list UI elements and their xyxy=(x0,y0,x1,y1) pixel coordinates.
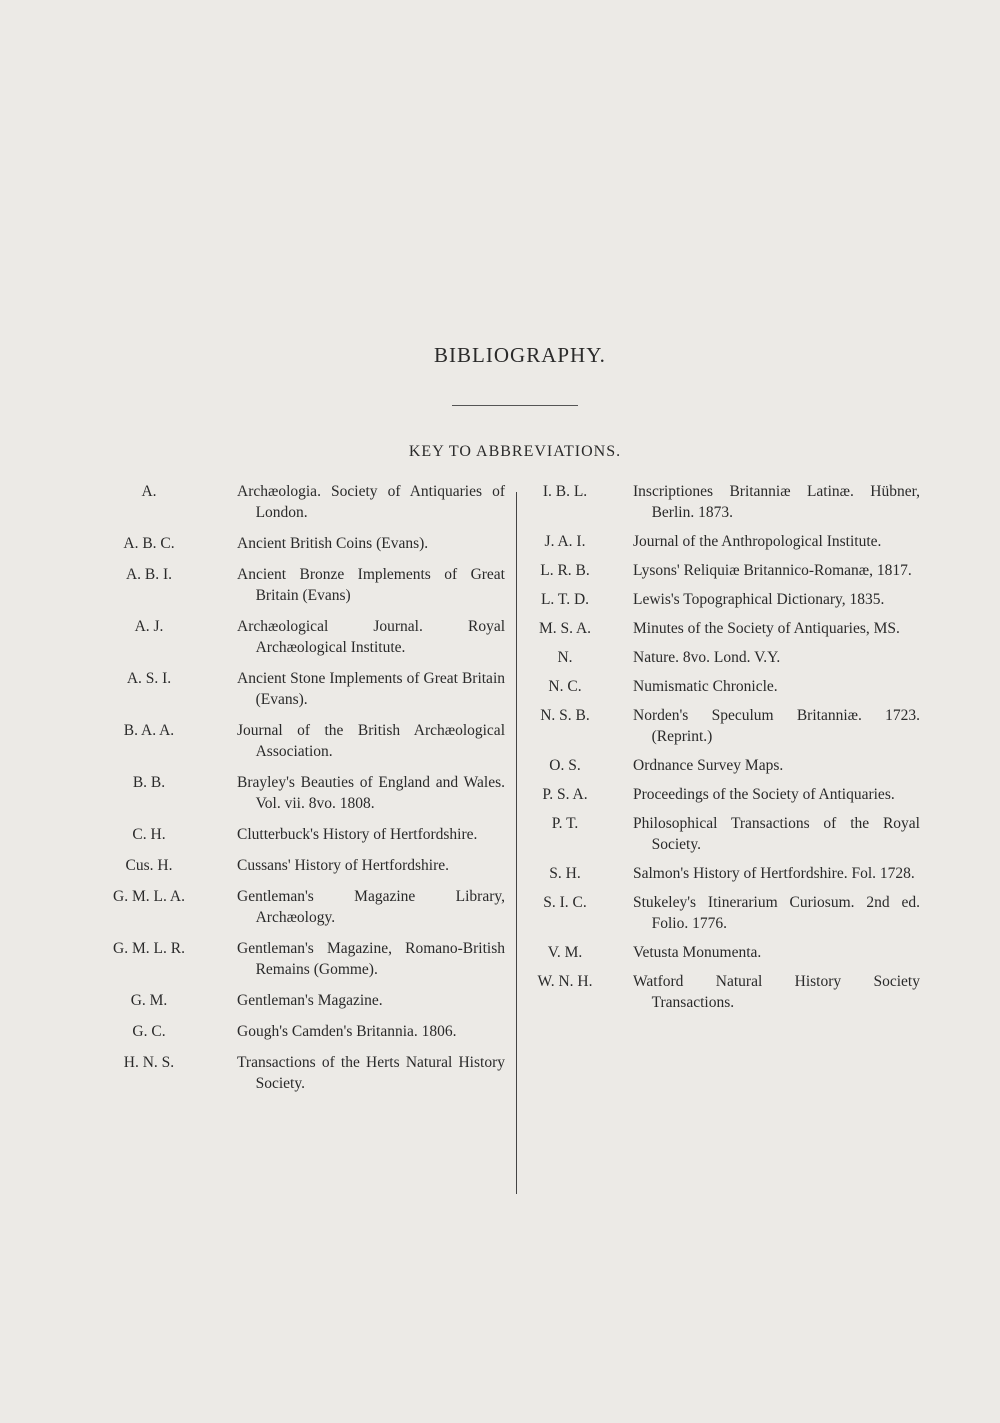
abbreviation-entry xyxy=(520,863,920,884)
abbreviation-description: Brayley's Beauties of England and Wales. Vol. vii. 8vo. 1808. xyxy=(237,774,505,812)
abbreviation-description: Lysons' Reliquiæ Britannico-Romanæ, 1817. xyxy=(633,562,912,579)
abbreviation-entry xyxy=(520,813,920,855)
abbreviation: A. S. I. xyxy=(126,670,172,687)
abbreviation: A. B. I. xyxy=(125,566,173,583)
abbreviation-entry xyxy=(100,533,505,554)
abbreviation-entry xyxy=(520,481,920,523)
abbreviation-description: Ancient Stone Implements of Great Britain (Evans). xyxy=(237,670,505,708)
abbreviation-entry xyxy=(100,564,505,606)
title-rule xyxy=(452,405,578,406)
abbreviation-description: Journal of the British Archæological Association. xyxy=(237,722,505,760)
abbreviation-description: Gentleman's Magazine, Romano-British Remains (Gomme). xyxy=(237,940,505,978)
abbreviation: M. S. A. xyxy=(538,620,592,637)
abbreviation-description: Ancient British Coins (Evans). xyxy=(237,535,429,552)
abbreviation-entry xyxy=(520,784,920,805)
abbreviation-description: Transactions of the Herts Natural History Society. xyxy=(237,1054,505,1092)
abbreviation-entry xyxy=(100,616,505,658)
abbreviation-entry xyxy=(520,755,920,776)
abbreviation-description: Gough's Camden's Britannia. 1806. xyxy=(237,1023,457,1040)
abbreviation: P. T. xyxy=(551,815,579,832)
abbreviation-description: Cussans' History of Hertfordshire. xyxy=(237,857,450,874)
abbreviation: O. S. xyxy=(549,757,581,774)
abbreviation: N. xyxy=(557,649,573,666)
abbreviation: Cus. H. xyxy=(125,857,173,874)
abbreviation-description: Archæologia. Society of Antiquaries of London. xyxy=(237,483,505,521)
abbreviation: I. B. L. xyxy=(542,483,588,500)
abbreviation-entry xyxy=(520,560,920,581)
abbreviation-entry xyxy=(520,971,920,1013)
abbreviation: G. M. L. R. xyxy=(113,940,185,957)
section-subtitle: KEY TO ABBREVIATIONS. xyxy=(408,443,622,460)
abbreviation: A. J. xyxy=(134,618,164,635)
abbreviation-entry xyxy=(520,705,920,747)
abbreviation: G. M. xyxy=(130,992,168,1009)
abbreviation-description: Ordnance Survey Maps. xyxy=(633,757,784,774)
abbreviation-description: Gentleman's Magazine. xyxy=(237,992,383,1009)
abbreviation: L. T. D. xyxy=(540,591,590,608)
abbreviation-entry xyxy=(100,1052,505,1094)
abbreviation: S. I. C. xyxy=(543,894,587,911)
abbreviation-description: Ancient Bronze Implements of Great Britain (Evans) xyxy=(237,566,505,604)
abbreviation-description: Journal of the Anthropological Institute. xyxy=(633,533,882,550)
abbreviation-entry xyxy=(520,942,920,963)
abbreviation: A. xyxy=(141,483,157,500)
abbreviation-entry xyxy=(520,531,920,552)
abbreviation-entry xyxy=(100,720,505,762)
abbreviation: N. C. xyxy=(548,678,582,695)
abbreviation: B. B. xyxy=(132,774,166,791)
abbreviation-entry xyxy=(520,647,920,668)
abbreviation: N. S. B. xyxy=(540,707,590,724)
left-column xyxy=(100,481,505,1104)
abbreviation-entry xyxy=(100,938,505,980)
abbreviation: H. N. S. xyxy=(123,1054,175,1071)
abbreviation-description: Proceedings of the Society of Antiquaries. xyxy=(633,786,895,803)
abbreviation: C. H. xyxy=(132,826,166,843)
abbreviation-description: Watford Natural History Society Transactions. xyxy=(633,973,920,1011)
abbreviation-description: Stukeley's Itinerarium Curiosum. 2nd ed. Folio. 1776. xyxy=(633,894,920,932)
abbreviation-description: Numismatic Chronicle. xyxy=(633,678,778,695)
abbreviation: A. B. C. xyxy=(123,535,175,552)
abbreviation-entry xyxy=(100,772,505,814)
abbreviation-description: Lewis's Topographical Dictionary, 1835. xyxy=(633,591,885,608)
abbreviation-description: Philosophical Transactions of the Royal Society. xyxy=(633,815,920,853)
abbreviation: G. C. xyxy=(132,1023,166,1040)
abbreviation-description: Gentleman's Magazine Library, Archæology. xyxy=(237,888,505,926)
abbreviation-entry xyxy=(520,892,920,934)
abbreviation-entry xyxy=(100,990,505,1011)
abbreviation-entry xyxy=(100,855,505,876)
abbreviation: W. N. H. xyxy=(537,973,593,990)
abbreviation: B. A. A. xyxy=(123,722,175,739)
abbreviation: S. H. xyxy=(549,865,581,882)
abbreviation-description: Vetusta Monumenta. xyxy=(633,944,762,961)
abbreviation-entry xyxy=(100,824,505,845)
abbreviation-description: Archæological Journal. Royal Archæological Institute. xyxy=(237,618,505,656)
abbreviation-entry xyxy=(100,886,505,928)
abbreviation-description: Norden's Speculum Britanniæ. 1723. (Reprint.) xyxy=(633,707,920,745)
abbreviation-description: Nature. 8vo. Lond. V.Y. xyxy=(633,649,781,666)
abbreviation-description: Clutterbuck's History of Hertfordshire. xyxy=(237,826,478,843)
abbreviation-description: Minutes of the Society of Antiquaries, MS. xyxy=(633,620,900,637)
abbreviation-description: Inscriptiones Britanniæ Latinæ. Hübner, Berlin. 1873. xyxy=(633,483,920,521)
abbreviation: G. M. L. A. xyxy=(113,888,185,905)
abbreviation-entry xyxy=(520,618,920,639)
column-divider xyxy=(516,492,517,1194)
abbreviation: V. M. xyxy=(547,944,583,961)
abbreviation: P. S. A. xyxy=(542,786,588,803)
abbreviation: J. A. I. xyxy=(544,533,586,550)
abbreviation-entry xyxy=(100,668,505,710)
right-column xyxy=(520,481,920,1021)
page-title: BIBLIOGRAPHY. xyxy=(434,343,606,367)
abbreviation: L. R. B. xyxy=(540,562,590,579)
abbreviation-entry xyxy=(100,1021,505,1042)
abbreviation-entry xyxy=(520,676,920,697)
abbreviation-entry xyxy=(520,589,920,610)
abbreviation-entry xyxy=(100,481,505,523)
abbreviation-description: Salmon's History of Hertfordshire. Fol. 1728. xyxy=(633,865,915,882)
